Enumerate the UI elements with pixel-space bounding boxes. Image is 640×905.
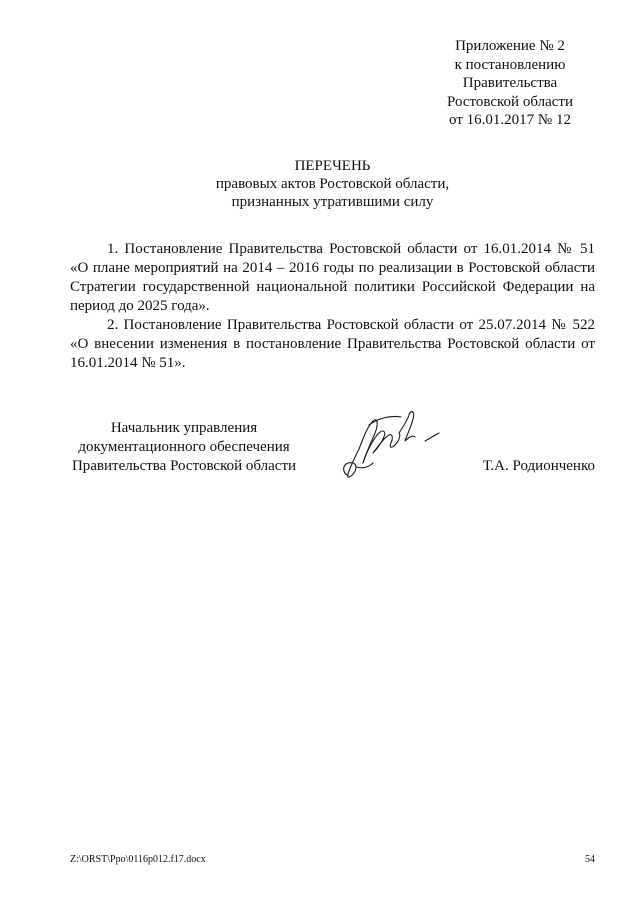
appendix-line: Приложение № 2 — [455, 38, 565, 54]
signatory-title-line: документационного обеспечения — [78, 439, 290, 455]
appendix-line: Правительства — [462, 75, 558, 91]
footer-file-path: Z:\ORST\Ppo\0116p012.f17.docx — [70, 854, 206, 865]
document-subtitle: признанных утратившими силу — [231, 194, 434, 210]
signatory-name: Т.А. Родионченко — [482, 458, 595, 474]
list-item: 2. Постановление Правительства Ростовской области от 25.07.2014 № 522 «О внесении изменения в постановление Правительства Ростовской области от 16.01.2014 № 51». — [70, 317, 595, 371]
document-heading — [70, 157, 595, 211]
appendix-block — [400, 37, 620, 130]
signatory-title — [70, 419, 298, 476]
handwritten-signature — [333, 405, 453, 485]
acts-list — [70, 240, 595, 373]
appendix-line: к постановлению — [454, 56, 566, 73]
page-number: 54 — [585, 854, 595, 865]
appendix-line: Ростовской области — [447, 93, 573, 110]
document-subtitle: правовых актов Ростовской области, — [215, 176, 450, 192]
signatory-title-line: Правительства Ростовской области — [71, 458, 297, 474]
appendix-line: от 16.01.2017 № 12 — [449, 112, 571, 128]
signatory-title-line: Начальник управления — [110, 420, 258, 436]
document-title: ПЕРЕЧЕНЬ — [294, 158, 371, 174]
list-item: 1. Постановление Правительства Ростовской области от 16.01.2014 № 51 «О плане мероприятий на 2014 – 2016 годы по реализации в Ростовской области Стратегии государственной национальной политики Российской Федерации на период до 2025 года». — [70, 241, 595, 314]
